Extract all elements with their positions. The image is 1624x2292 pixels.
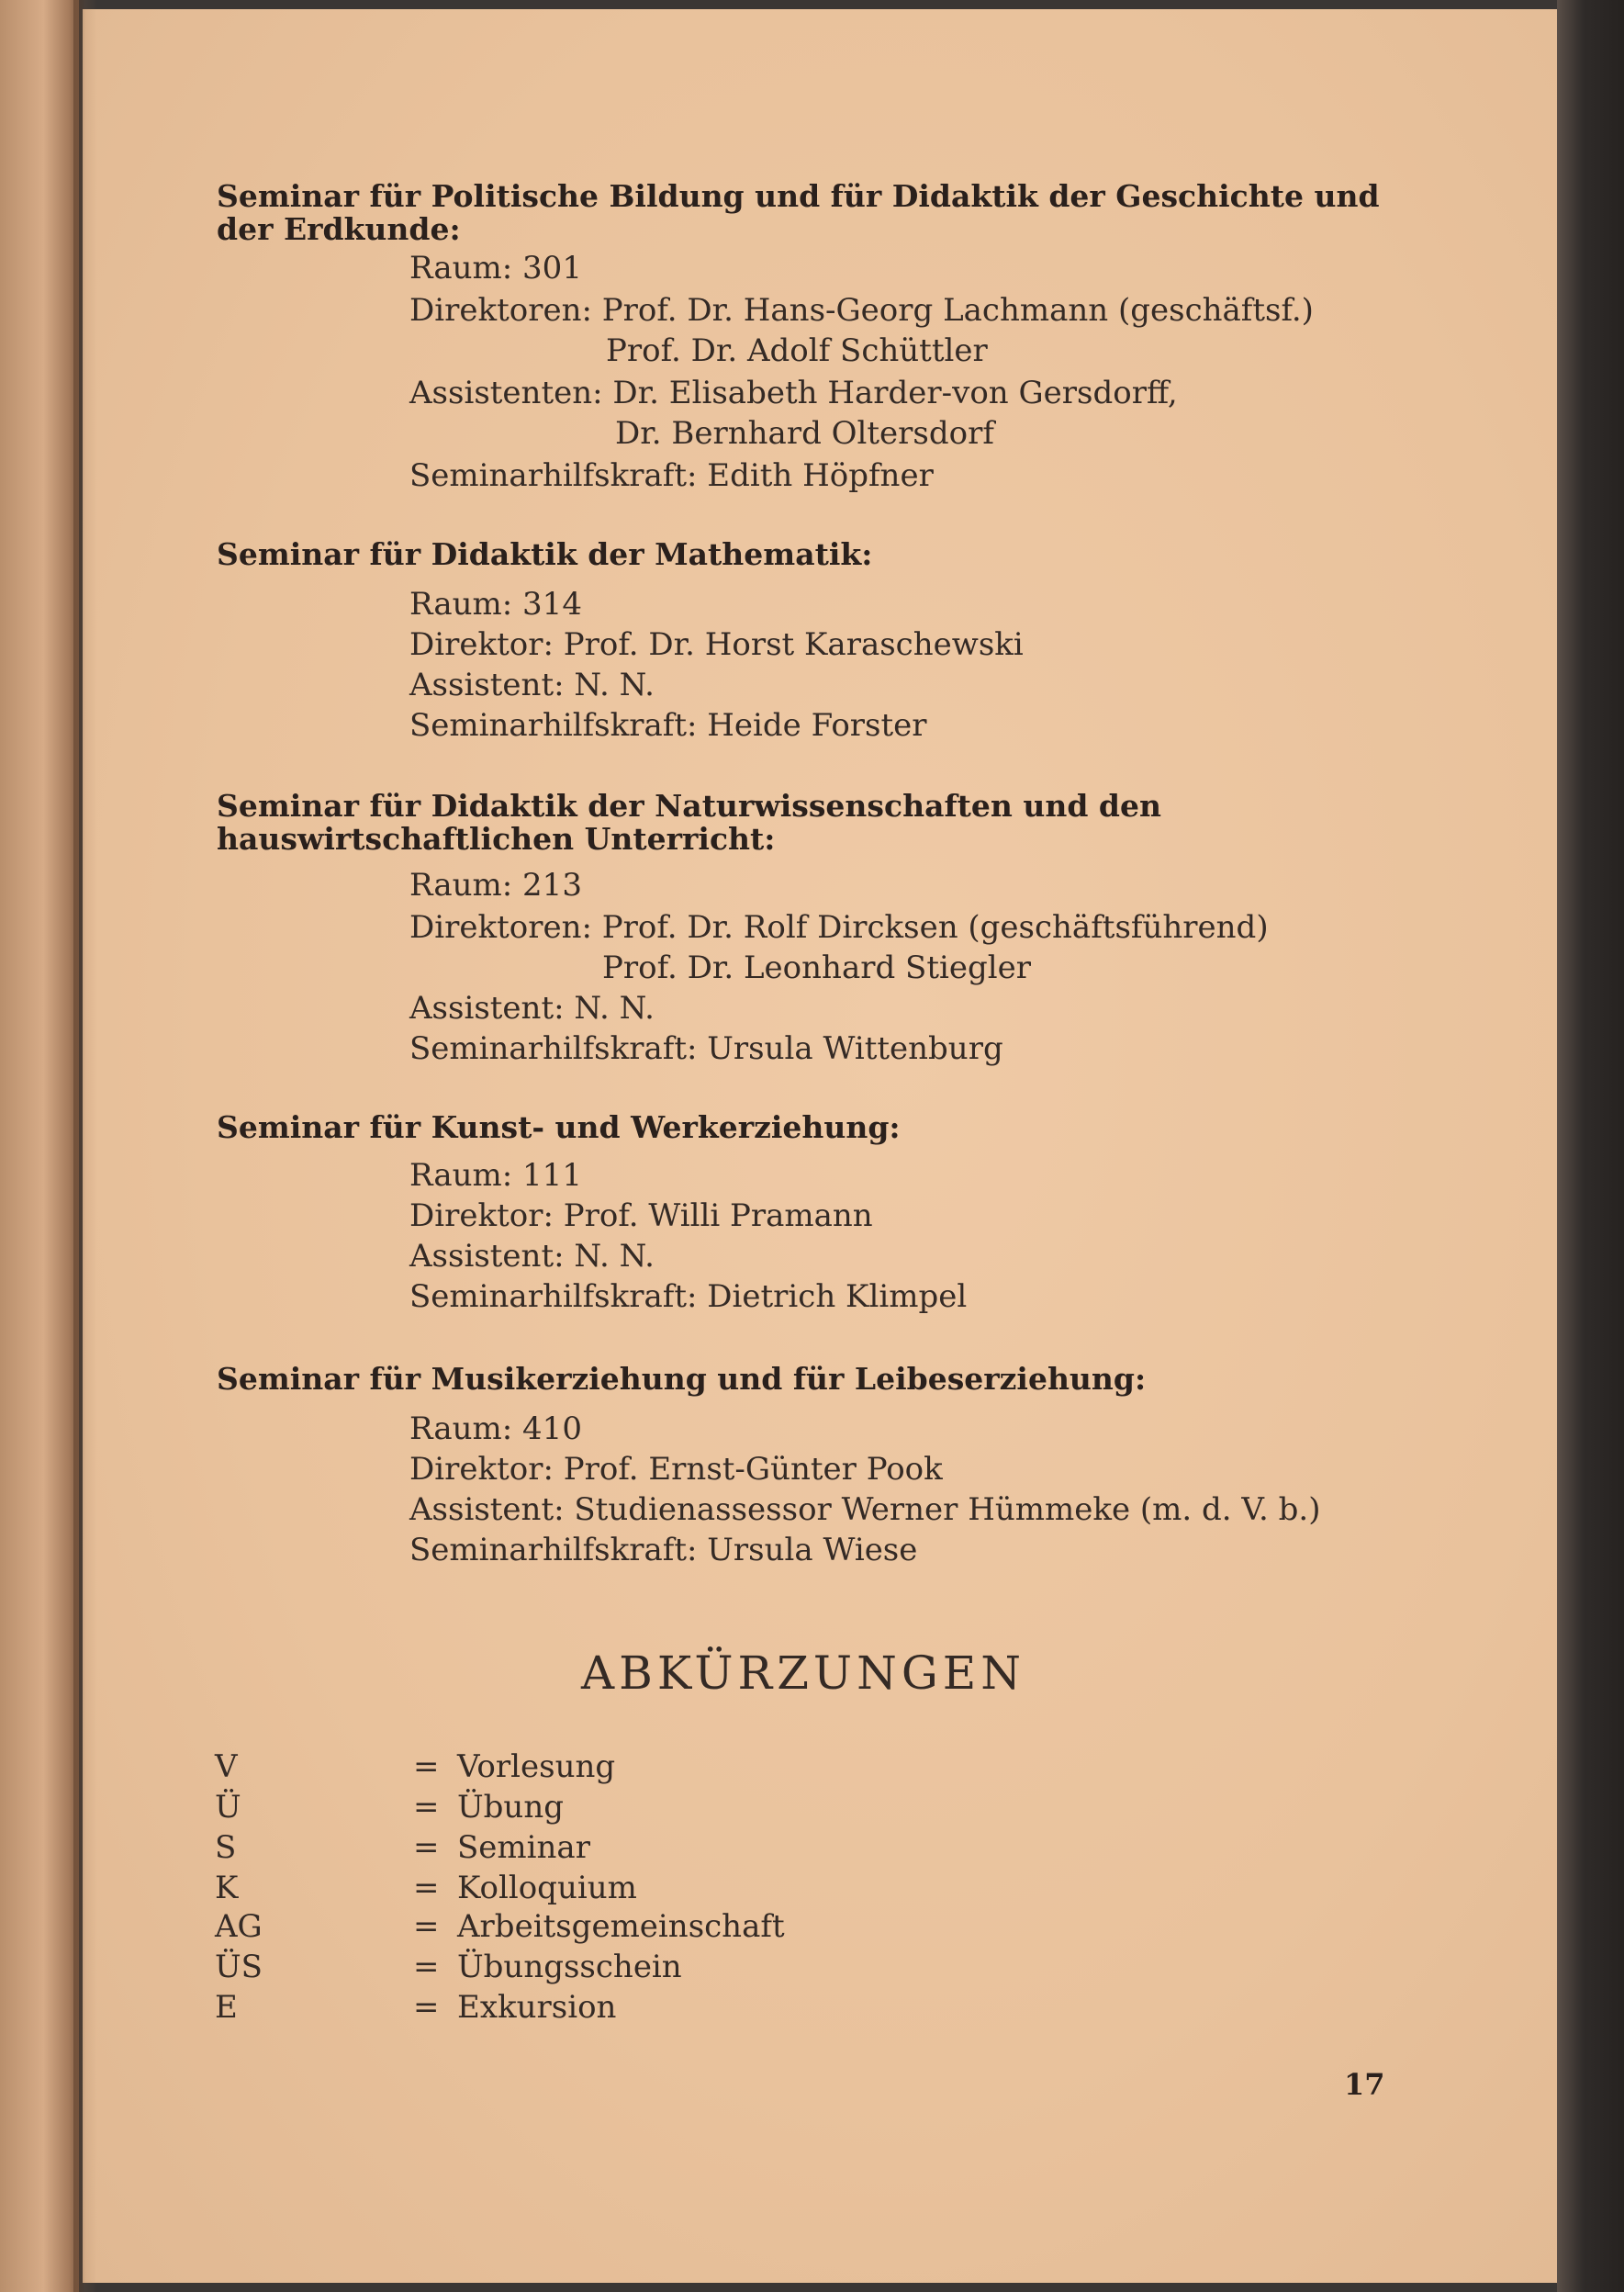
section-2-room: Raum: 314 [409, 586, 582, 623]
section-4-room: Raum: 111 [409, 1157, 582, 1194]
abbreviation-equals: = [413, 1829, 440, 1866]
section-3-directors: Direktoren: Prof. Dr. Rolf Dircksen (geschäftsführend) [409, 909, 1269, 946]
section-2-assistant: Assistent: N. N. [409, 667, 655, 703]
section-1-helper: Seminarhilfskraft: Edith Höpfner [409, 457, 934, 494]
abbreviations-heading: ABKÜRZUNGEN [580, 1646, 1026, 1700]
abbreviation-value: Übung [457, 1789, 564, 1826]
section-1-director-2: Prof. Dr. Adolf Schüttler [606, 332, 988, 369]
abbreviation-key: V [215, 1748, 238, 1785]
section-3-assistant: Assistent: N. N. [409, 990, 655, 1027]
section-4-director: Direktor: Prof. Willi Pramann [409, 1197, 873, 1234]
abbreviation-key: S [215, 1829, 237, 1866]
section-5-assistant: Assistent: Studienassessor Werner Hümmeke (m. d. V. b.) [409, 1491, 1321, 1528]
section-3-director-2: Prof. Dr. Leonhard Stiegler [602, 949, 1032, 986]
abbreviation-key: E [215, 1989, 238, 2026]
abbreviation-equals: = [413, 1789, 440, 1826]
abbreviation-value: Exkursion [457, 1989, 617, 2026]
section-5-helper: Seminarhilfskraft: Ursula Wiese [409, 1532, 918, 1568]
abbreviation-equals: = [413, 1908, 440, 1945]
abbreviation-value: Übungsschein [457, 1949, 682, 1985]
section-title-mathematik: Seminar für Didaktik der Mathematik: [217, 536, 873, 572]
abbreviation-key: AG [215, 1908, 263, 1945]
section-5-director: Direktor: Prof. Ernst-Günter Pook [409, 1451, 943, 1488]
abbreviation-key: Ü [215, 1789, 241, 1826]
section-4-helper: Seminarhilfskraft: Dietrich Klimpel [409, 1278, 968, 1315]
section-3-room: Raum: 213 [409, 867, 582, 904]
page-number: 17 [1344, 2067, 1385, 2102]
section-title-politische-bildung: Seminar für Politische Bildung und für Didaktik der Geschichte und der Erdkunde: [217, 178, 1380, 247]
abbreviation-key: K [215, 1870, 239, 1906]
section-title-naturwissenschaften: Seminar für Didaktik der Naturwissenschaften und den hauswirtschaftlichen Unterricht: [217, 788, 1161, 857]
abbreviation-value: Vorlesung [457, 1748, 616, 1785]
abbreviation-equals: = [413, 1748, 440, 1785]
section-1-assistants: Assistenten: Dr. Elisabeth Harder-von Gersdorff, [409, 375, 1178, 411]
section-1-room: Raum: 301 [409, 250, 582, 286]
section-1-directors: Direktoren: Prof. Dr. Hans-Georg Lachmann (geschäftsf.) [409, 292, 1314, 329]
section-3-helper: Seminarhilfskraft: Ursula Wittenburg [409, 1030, 1003, 1067]
abbreviation-equals: = [413, 1949, 440, 1985]
section-2-helper: Seminarhilfskraft: Heide Forster [409, 707, 927, 744]
abbreviation-equals: = [413, 1870, 440, 1906]
abbreviation-value: Arbeitsgemeinschaft [457, 1908, 785, 1945]
section-title-musik-leibeserziehung: Seminar für Musikerziehung und für Leibeserziehung: [217, 1361, 1147, 1397]
section-title-kunst-werkerziehung: Seminar für Kunst- und Werkerziehung: [217, 1109, 901, 1145]
abbreviation-value: Kolloquium [457, 1870, 637, 1906]
abbreviation-key: ÜS [215, 1949, 263, 1985]
section-1-assistant-2: Dr. Bernhard Oltersdorf [615, 415, 994, 452]
abbreviation-value: Seminar [457, 1829, 590, 1866]
section-2-director: Direktor: Prof. Dr. Horst Karaschewski [409, 626, 1024, 663]
section-4-assistant: Assistent: N. N. [409, 1238, 655, 1275]
section-5-room: Raum: 410 [409, 1410, 582, 1447]
abbreviation-equals: = [413, 1989, 440, 2026]
